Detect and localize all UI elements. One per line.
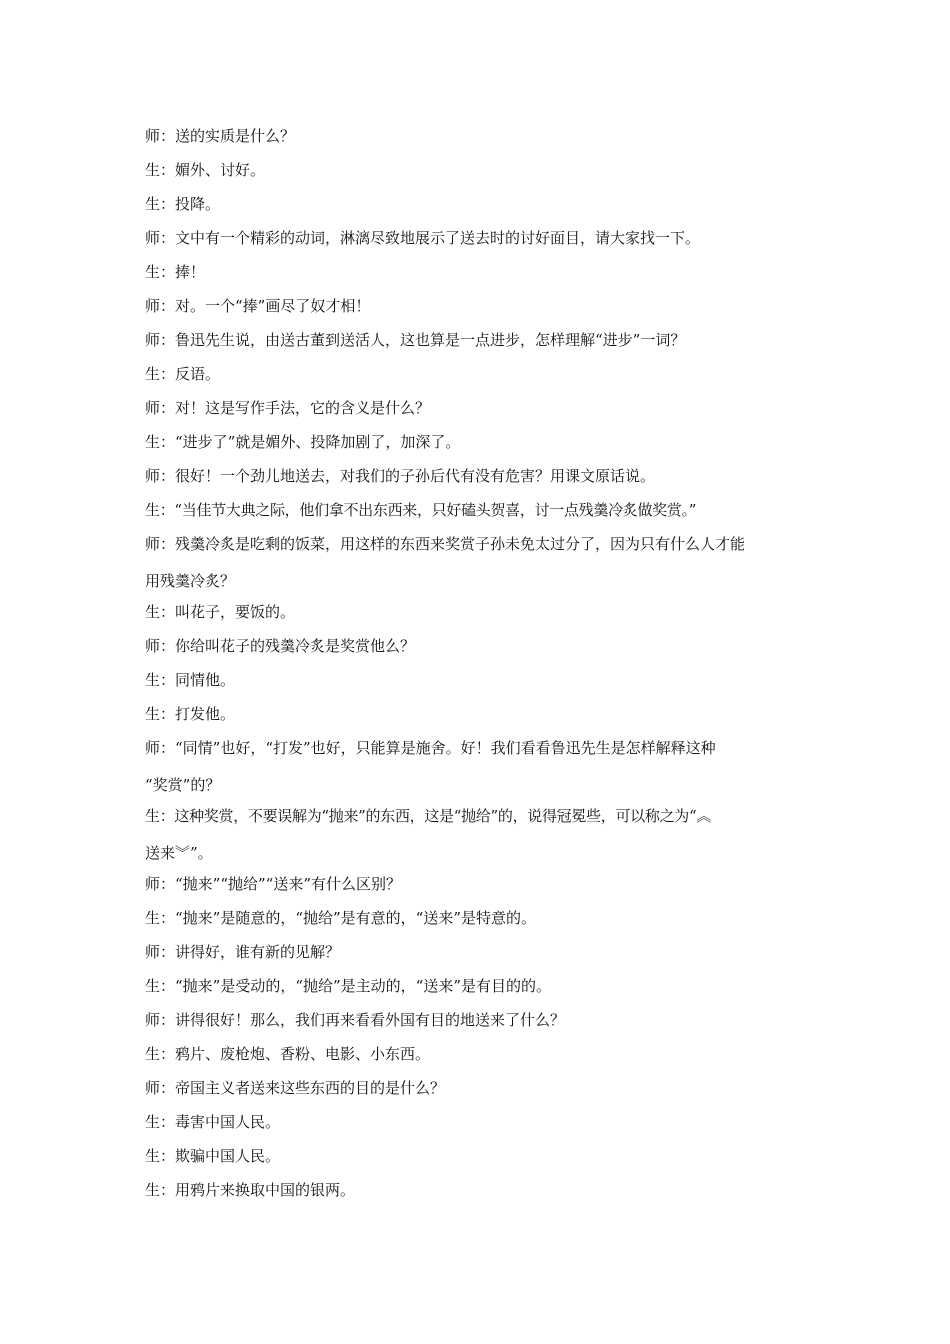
dialogue-line: 生：“抛来”是随意的，“抛给”是有意的，“送来”是特意的。 <box>145 909 537 927</box>
dialogue-line: 师：讲得好，谁有新的见解？ <box>145 943 341 961</box>
dialogue-line: 送来︾”。 <box>145 844 213 862</box>
dialogue-line: 生：反语。 <box>145 365 221 383</box>
dialogue-line: 生：鸦片、废枪炮、香粉、电影、小东西。 <box>145 1045 431 1063</box>
dialogue-line: 生：“当佳节大典之际，他们拿不出东西来，只好磕头贺喜，讨一点残羹冷炙做奖赏。” <box>145 501 697 519</box>
dialogue-line: 师：很好！一个劲儿地送去，对我们的子孙后代有没有危害？用课文原话说。 <box>145 467 656 485</box>
dialogue-line: 生：同情他。 <box>145 671 236 689</box>
dialogue-line: 生：“抛来”是受动的，“抛给”是主动的，“送来”是有目的的。 <box>145 977 552 995</box>
dialogue-line: 生：“进步了”就是媚外、投降加剧了，加深了。 <box>145 433 461 451</box>
dialogue-line: “奖赏”的？ <box>145 776 221 794</box>
dialogue-line: 师：“同情”也好，“打发”也好，只能算是施舍。好！我们看看鲁迅先生是怎样解释这种 <box>145 739 716 757</box>
dialogue-line: 师：鲁迅先生说，由送古董到送活人，这也算是一点进步，怎样理解“进步”一词？ <box>145 331 686 349</box>
dialogue-line: 生：叫花子，要饭的。 <box>145 603 296 621</box>
dialogue-line: 用残羹冷炙？ <box>145 572 236 590</box>
dialogue-line: 师：残羹冷炙是吃剩的饭菜，用这样的东西来奖赏子孙未免太过分了，因为只有什么人才能 <box>145 535 746 553</box>
dialogue-line: 生：投降。 <box>145 195 221 213</box>
dialogue-line: 师：讲得很好！那么，我们再来看看外国有目的地送来了什么？ <box>145 1011 566 1029</box>
dialogue-line: 生：毒害中国人民。 <box>145 1113 281 1131</box>
dialogue-line: 生：这种奖赏，不要误解为“抛来”的东西，这是“抛给”的，说得冠冕些，可以称之为“︽ <box>145 807 712 825</box>
dialogue-line: 生：捧！ <box>145 263 206 281</box>
dialogue-text <box>145 124 810 1212</box>
dialogue-line: 师：帝国主义者送来这些东西的目的是什么？ <box>145 1079 446 1097</box>
dialogue-line: 生：用鸦片来换取中国的银两。 <box>145 1181 356 1199</box>
dialogue-line: 生：欺骗中国人民。 <box>145 1147 281 1165</box>
dialogue-line: 师：文中有一个精彩的动词，淋漓尽致地展示了送去时的讨好面目，请大家找一下。 <box>145 229 701 247</box>
dialogue-line: 生：媚外、讨好。 <box>145 161 266 179</box>
dialogue-line: 师：“抛来”“抛给”“送来”有什么区别？ <box>145 875 402 893</box>
dialogue-line: 师：送的实质是什么？ <box>145 127 296 145</box>
dialogue-line: 师：对！这是写作手法，它的含义是什么？ <box>145 399 431 417</box>
dialogue-line: 师：你给叫花子的残羹冷炙是奖赏他么？ <box>145 637 416 655</box>
dialogue-line: 师：对。一个“捧”画尽了奴才相！ <box>145 297 371 315</box>
dialogue-line: 生：打发他。 <box>145 705 236 723</box>
